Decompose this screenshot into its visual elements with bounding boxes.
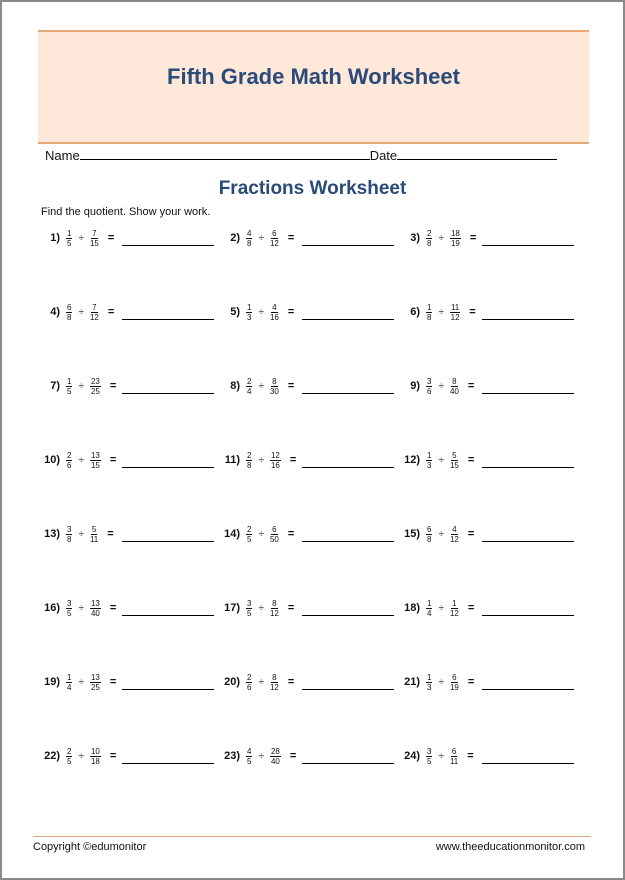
answer-blank[interactable]: [302, 245, 394, 246]
denominator: 8: [427, 312, 432, 322]
divisor-fraction: [270, 599, 279, 618]
problem: [212, 519, 294, 549]
answer-blank[interactable]: [482, 615, 574, 616]
divisor-fraction: [90, 673, 101, 692]
dividend-fraction: [426, 599, 432, 618]
denominator: 6: [247, 682, 252, 692]
problem-number: 16): [44, 602, 60, 614]
numerator: 7: [92, 302, 97, 312]
numerator: 1: [67, 672, 72, 682]
problem-number: 7): [50, 380, 60, 392]
problem: [32, 741, 116, 771]
denominator: 4: [427, 608, 432, 618]
divisor-fraction: [90, 747, 101, 766]
answer-blank[interactable]: [122, 615, 214, 616]
equals-sign: =: [109, 454, 117, 466]
problem: [212, 667, 294, 697]
numerator: 8: [272, 376, 277, 386]
problem: [392, 519, 474, 549]
divide-sign: ÷: [258, 380, 264, 392]
numerator: 8: [272, 672, 277, 682]
answer-blank[interactable]: [122, 319, 214, 320]
problem-number: 12): [404, 454, 420, 466]
equals-sign: =: [467, 380, 475, 392]
problem-number: 24): [404, 750, 420, 762]
divisor-fraction: [270, 747, 281, 766]
numerator: 23: [90, 376, 100, 386]
denominator: 16: [270, 460, 280, 470]
dividend-fraction: [66, 229, 72, 248]
dividend-fraction: [426, 451, 432, 470]
dividend-fraction: [426, 303, 432, 322]
dividend-fraction: [426, 673, 432, 692]
problem-number: 18): [404, 602, 420, 614]
problem-number: 17): [224, 602, 240, 614]
problem: [392, 445, 474, 475]
divisor-fraction: [270, 525, 279, 544]
divisor-fraction: [450, 747, 458, 766]
problem: [392, 741, 474, 771]
denominator: 8: [247, 238, 252, 248]
divide-sign: ÷: [258, 306, 264, 318]
denominator: 12: [449, 608, 459, 618]
equals-sign: =: [107, 306, 115, 318]
numerator: 1: [427, 672, 432, 682]
denominator: 5: [67, 608, 72, 618]
divide-sign: ÷: [78, 232, 84, 244]
numerator: 6: [452, 672, 457, 682]
denominator: 8: [427, 238, 432, 248]
answer-blank[interactable]: [122, 541, 214, 542]
denominator: 18: [90, 756, 100, 766]
denominator: 5: [427, 756, 432, 766]
problem-number: 6): [410, 306, 420, 318]
problem-number: 23): [224, 750, 240, 762]
equals-sign: =: [107, 528, 114, 540]
answer-blank[interactable]: [302, 615, 394, 616]
problem-number: 14): [224, 528, 240, 540]
equals-sign: =: [109, 380, 117, 392]
divide-sign: ÷: [438, 750, 444, 762]
problem: [392, 371, 474, 401]
answer-blank[interactable]: [302, 467, 394, 468]
section-title: Fractions Worksheet: [218, 178, 407, 199]
problem: [392, 297, 476, 327]
problem-number: 22): [44, 750, 60, 762]
numerator: 1: [452, 598, 457, 608]
dividend-fraction: [66, 673, 72, 692]
numerator: 6: [67, 302, 72, 312]
numerator: 7: [92, 228, 97, 238]
denominator: 15: [89, 238, 99, 248]
numerator: 3: [67, 524, 72, 534]
numerator: 10: [90, 746, 100, 756]
divisor-fraction: [90, 303, 99, 322]
equals-sign: =: [467, 676, 475, 688]
problem-number: 11): [224, 454, 240, 466]
denominator: 30: [269, 386, 279, 396]
denominator: 40: [90, 608, 100, 618]
problem: [32, 593, 116, 623]
divide-sign: ÷: [78, 602, 84, 614]
equals-sign: =: [109, 676, 117, 688]
footer-divider: [33, 836, 591, 837]
dividend-fraction: [246, 303, 252, 322]
dividend-fraction: [246, 377, 252, 396]
equals-sign: =: [287, 528, 295, 540]
denominator: 11: [89, 534, 99, 544]
numerator: 28: [270, 746, 280, 756]
denominator: 3: [427, 682, 432, 692]
numerator: 1: [247, 302, 252, 312]
divisor-fraction: [450, 229, 461, 248]
denominator: 5: [67, 386, 72, 396]
divisor-fraction: [90, 525, 98, 544]
denominator: 19: [450, 238, 460, 248]
denominator: 5: [67, 756, 72, 766]
problem: [212, 371, 294, 401]
dividend-fraction: [426, 377, 432, 396]
numerator: 8: [452, 376, 457, 386]
divisor-fraction: [90, 229, 99, 248]
answer-blank[interactable]: [482, 245, 574, 246]
denominator: 40: [270, 756, 280, 766]
answer-blank[interactable]: [302, 541, 394, 542]
numerator: 8: [272, 598, 277, 608]
divisor-fraction: [450, 377, 459, 396]
divisor-fraction: [90, 599, 101, 618]
denominator: 4: [67, 682, 72, 692]
problem: [212, 223, 294, 253]
dividend-fraction: [246, 673, 252, 692]
denominator: 16: [269, 312, 279, 322]
divide-sign: ÷: [438, 602, 444, 614]
answer-blank[interactable]: [482, 467, 574, 468]
answer-blank[interactable]: [302, 319, 394, 320]
denominator: 3: [247, 312, 252, 322]
numerator: 3: [427, 376, 432, 386]
worksheet-title: Fifth Grade Math Worksheet: [167, 64, 460, 89]
name-label: Name: [45, 148, 80, 163]
numerator: 2: [247, 450, 252, 460]
divide-sign: ÷: [78, 454, 84, 466]
problem: [212, 297, 294, 327]
denominator: 6: [427, 386, 432, 396]
divide-sign: ÷: [438, 380, 444, 392]
denominator: 12: [89, 312, 99, 322]
problem-number: 20): [224, 676, 240, 688]
equals-sign: =: [467, 750, 474, 762]
numerator: 2: [427, 228, 432, 238]
problem: [32, 371, 116, 401]
equals-sign: =: [289, 454, 297, 466]
denominator: 50: [269, 534, 279, 544]
answer-blank[interactable]: [482, 319, 574, 320]
equals-sign: =: [467, 602, 475, 614]
problem: [32, 297, 114, 327]
numerator: 3: [427, 746, 432, 756]
denominator: 12: [269, 682, 279, 692]
denominator: 25: [90, 682, 100, 692]
denominator: 40: [449, 386, 459, 396]
dividend-fraction: [66, 599, 72, 618]
divide-sign: ÷: [258, 676, 264, 688]
divide-sign: ÷: [258, 528, 264, 540]
problem-number: 4): [50, 306, 60, 318]
dividend-fraction: [66, 451, 72, 470]
numerator: 6: [272, 524, 277, 534]
answer-blank[interactable]: [302, 689, 394, 690]
equals-sign: =: [109, 602, 117, 614]
denominator: 8: [247, 460, 252, 470]
divisor-fraction: [450, 451, 459, 470]
date-field[interactable]: [397, 146, 557, 160]
header-banner: [38, 30, 589, 144]
equals-sign: =: [467, 454, 475, 466]
numerator: 4: [247, 746, 252, 756]
equals-sign: =: [287, 380, 295, 392]
numerator: 4: [247, 228, 252, 238]
denominator: 12: [269, 608, 279, 618]
equals-sign: =: [287, 676, 295, 688]
numerator: 13: [90, 598, 100, 608]
equals-sign: =: [109, 750, 117, 762]
problem-number: 21): [404, 676, 420, 688]
numerator: 1: [427, 302, 432, 312]
problem-number: 1): [50, 232, 60, 244]
divide-sign: ÷: [438, 454, 444, 466]
answer-blank[interactable]: [482, 393, 574, 394]
denominator: 5: [247, 608, 252, 618]
denominator: 12: [449, 534, 459, 544]
denominator: 11: [449, 756, 459, 766]
answer-blank[interactable]: [122, 467, 214, 468]
denominator: 5: [67, 238, 72, 248]
numerator: 4: [272, 302, 277, 312]
divide-sign: ÷: [78, 528, 84, 540]
divisor-fraction: [450, 673, 459, 692]
problem-number: 15): [404, 528, 420, 540]
problem: [212, 593, 294, 623]
denominator: 12: [450, 312, 460, 322]
divisor-fraction: [90, 451, 101, 470]
numerator: 11: [450, 302, 460, 312]
numerator: 13: [90, 450, 100, 460]
problem: [32, 223, 114, 253]
numerator: 13: [90, 672, 100, 682]
numerator: 2: [67, 450, 72, 460]
equals-sign: =: [107, 232, 115, 244]
answer-blank[interactable]: [122, 245, 214, 246]
dividend-fraction: [246, 599, 252, 618]
dividend-fraction: [246, 451, 252, 470]
divide-sign: ÷: [258, 750, 264, 762]
numerator: 2: [247, 524, 252, 534]
problem: [32, 519, 114, 549]
instructions: Find the quotient. Show your work.: [41, 206, 211, 218]
problem: [32, 445, 116, 475]
dividend-fraction: [66, 303, 72, 322]
divide-sign: ÷: [78, 676, 84, 688]
denominator: 19: [449, 682, 459, 692]
divisor-fraction: [450, 599, 459, 618]
divide-sign: ÷: [438, 676, 444, 688]
equals-sign: =: [287, 232, 295, 244]
numerator: 18: [450, 228, 460, 238]
denominator: 3: [427, 460, 432, 470]
denominator: 25: [90, 386, 100, 396]
equals-sign: =: [289, 750, 297, 762]
equals-sign: =: [469, 232, 477, 244]
equals-sign: =: [287, 306, 295, 318]
denominator: 8: [67, 312, 72, 322]
divide-sign: ÷: [258, 602, 264, 614]
denominator: 12: [269, 238, 279, 248]
equals-sign: =: [469, 306, 476, 318]
problem-number: 3): [410, 232, 420, 244]
dividend-fraction: [426, 525, 432, 544]
dividend-fraction: [66, 747, 72, 766]
problem: [392, 593, 474, 623]
name-date-row: [45, 146, 557, 163]
answer-blank[interactable]: [122, 393, 214, 394]
problem-number: 13): [44, 528, 60, 540]
numerator: 5: [91, 524, 97, 534]
denominator: 15: [90, 460, 100, 470]
numerator: 2: [247, 376, 252, 386]
answer-blank[interactable]: [482, 541, 574, 542]
numerator: 6: [272, 228, 277, 238]
denominator: 4: [247, 386, 252, 396]
denominator: 15: [449, 460, 459, 470]
divide-sign: ÷: [438, 232, 444, 244]
answer-blank[interactable]: [302, 763, 394, 764]
answer-blank[interactable]: [122, 763, 214, 764]
numerator: 3: [247, 598, 252, 608]
divisor-fraction: [450, 303, 460, 322]
problem-number: 8): [230, 380, 240, 392]
answer-blank[interactable]: [482, 763, 574, 764]
equals-sign: =: [467, 528, 475, 540]
divisor-fraction: [270, 451, 281, 470]
denominator: 6: [67, 460, 72, 470]
problem: [212, 741, 296, 771]
dividend-fraction: [246, 525, 252, 544]
denominator: 5: [247, 756, 252, 766]
numerator: 4: [452, 524, 457, 534]
denominator: 8: [427, 534, 432, 544]
numerator: 1: [67, 228, 72, 238]
numerator: 12: [270, 450, 280, 460]
divide-sign: ÷: [438, 306, 444, 318]
denominator: 5: [247, 534, 252, 544]
divisor-fraction: [270, 303, 279, 322]
dividend-fraction: [426, 229, 432, 248]
numerator: 2: [67, 746, 72, 756]
divide-sign: ÷: [78, 306, 84, 318]
numerator: 1: [427, 598, 432, 608]
problem-number: 9): [410, 380, 420, 392]
problem-number: 10): [44, 454, 60, 466]
answer-blank[interactable]: [482, 689, 574, 690]
divisor-fraction: [270, 673, 279, 692]
problem-number: 5): [230, 306, 240, 318]
numerator: 3: [67, 598, 72, 608]
numerator: 6: [451, 746, 457, 756]
divisor-fraction: [270, 229, 279, 248]
answer-blank[interactable]: [122, 689, 214, 690]
divisor-fraction: [90, 377, 101, 396]
numerator: 1: [67, 376, 72, 386]
date-label: Date: [369, 148, 398, 163]
denominator: 8: [67, 534, 72, 544]
divisor-fraction: [270, 377, 279, 396]
divisor-fraction: [450, 525, 459, 544]
dividend-fraction: [426, 747, 432, 766]
problem-number: 19): [44, 676, 60, 688]
name-field[interactable]: [80, 146, 370, 160]
problem: [212, 445, 296, 475]
problem-number: 2): [230, 232, 240, 244]
numerator: 5: [452, 450, 457, 460]
problem: [32, 667, 116, 697]
problem: [392, 223, 476, 253]
divide-sign: ÷: [78, 750, 84, 762]
numerator: 1: [427, 450, 432, 460]
copyright: Copyright ©edumonitor: [33, 841, 147, 853]
dividend-fraction: [246, 747, 252, 766]
dividend-fraction: [66, 525, 72, 544]
divide-sign: ÷: [258, 232, 264, 244]
divide-sign: ÷: [438, 528, 444, 540]
numerator: 6: [427, 524, 432, 534]
website: www.theeducationmonitor.com: [435, 841, 585, 853]
answer-blank[interactable]: [302, 393, 394, 394]
divide-sign: ÷: [78, 380, 84, 392]
dividend-fraction: [246, 229, 252, 248]
numerator: 2: [247, 672, 252, 682]
problem: [392, 667, 474, 697]
equals-sign: =: [287, 602, 295, 614]
divide-sign: ÷: [258, 454, 264, 466]
dividend-fraction: [66, 377, 72, 396]
